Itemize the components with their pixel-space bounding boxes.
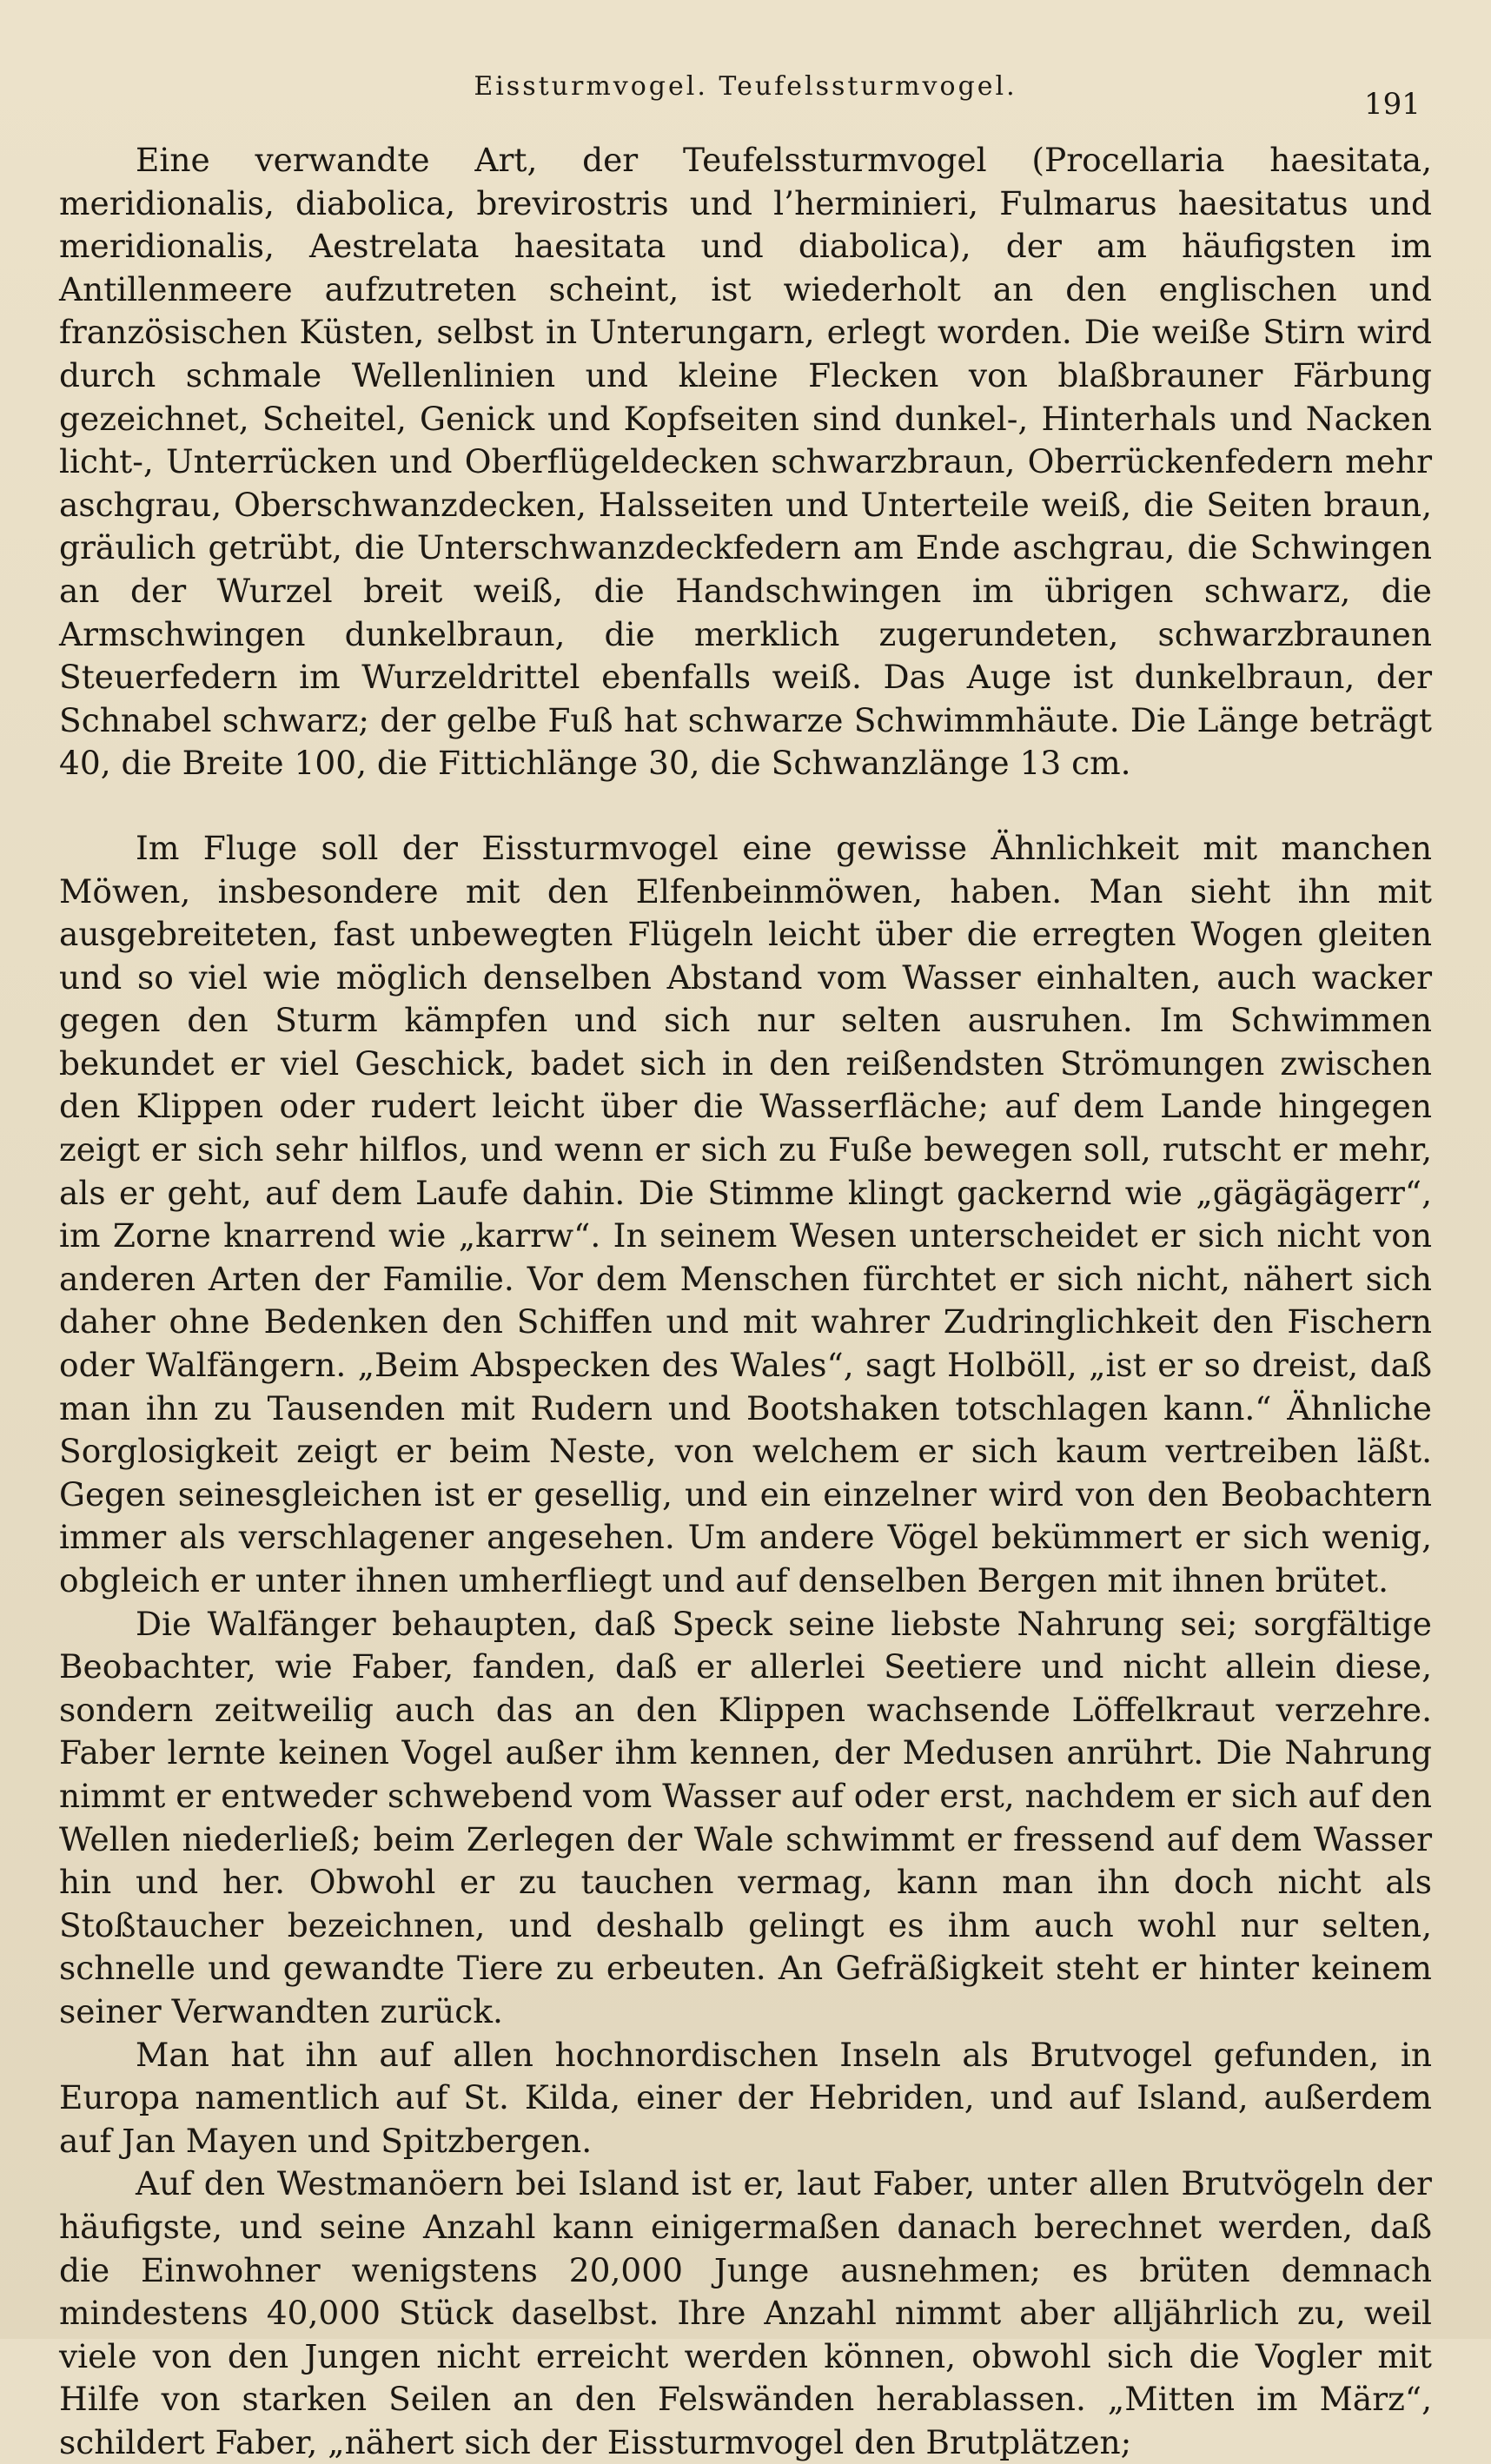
paragraph-distribution: Man hat ihn auf allen hochnordischen Inseln als Brutvogel gefunden, in Europa namentlich auf St. Kilda, einer der Hebriden, und auf Island, außerdem auf Jan Mayen und Spitzbergen. (59, 2035, 1432, 2160)
paragraph-flight-behaviour: Im Fluge soll der Eissturmvogel eine gewisse Ähnlichkeit mit manchen Möwen, insbesondere mit den Elfenbeinmöwen, haben. Man sieht ihn mit ausgebreiteten, fast unbewegten Flügeln leicht über die erregten Wogen gleiten und so viel wie möglich denselben Abstand vom Wasser einhalten, auch wacker gegen den Sturm kämpfen und sich nur selten ausruhen. Im Schwimmen bekundet er viel Geschick, badet sich in den reißendsten Strömungen zwischen den Klippen oder rudert leicht über die Wasserfläche; auf dem Lande hingegen zeigt er sich sehr hilflos, und wenn er sich zu Fuße bewegen soll, rutscht er mehr, als er geht, auf dem Laufe dahin. Die Stimme klingt gackernd wie „gägägägerr“, im Zorne knarrend wie „karrw“. In seinem Wesen unterscheidet er sich nicht von anderen Arten der Familie. Vor dem Menschen fürchtet er sich nicht, nähert sich daher ohne Bedenken den Schiffen und mit wahrer Zudringlichkeit den Fischern oder Walfängern. „Beim Abspecken des Wales“, sagt Holböll, „ist er so dreist, daß man ihn zu Tausenden mit Rudern und Bootshaken totschlagen kann.“ Ähnliche Sorglosigkeit zeigt er beim Neste, von welchem er sich kaum vertreiben läßt. Gegen seinesgleichen ist er gesellig, und ein einzelner wird von den Beobachtern immer als verschlagener angesehen. Um andere Vögel bekümmert er sich wenig, obgleich er unter ihnen umherfliegt und auf denselben Bergen mit ihnen brütet. (59, 828, 1432, 1600)
page-body (59, 139, 1432, 2464)
paragraph-diet: Die Walfänger behaupten, daß Speck seine liebste Nahrung sei; sorgfältige Beobachter, wie Faber, fanden, daß er allerlei Seetiere und nicht allein diese, sondern zeitweilig auch das an den Klippen wachsende Löffelkraut verzehre. Faber lernte keinen Vogel außer ihm kennen, der Medusen anrührt. Die Nahrung nimmt er entweder schwebend vom Wasser auf oder erst, nachdem er sich auf den Wellen niederließ; beim Zerlegen der Wale schwimmt er fressend auf dem Wasser hin und her. Obwohl er zu tauchen vermag, kann man ihn doch nicht als Stoßtaucher bezeichnen, und deshalb gelingt es ihm auch wohl nur selten, schnelle und gewandte Tiere zu erbeuten. An Gefräßigkeit steht er hinter keinem seiner Verwandten zurück. (59, 1604, 1432, 2030)
page-number: 191 (1364, 87, 1421, 122)
paragraph-teufelssturmvogel-description: Eine verwandte Art, der Teufelssturmvogel (Procellaria haesitata, meridionalis, diabolica, brevirostris und l’herminieri, Fulmarus haesitatus und meridionalis, Aestrelata haesitata und diabolica), der am häufigsten im Antillenmeere aufzutreten scheint, ist wiederholt an den englischen und französischen Küsten, selbst in Unterungarn, erlegt worden. Die weiße Stirn wird durch schmale Wellenlinien und kleine Flecken von blaßbrauner Färbung gezeichnet, Scheitel, Genick und Kopfseiten sind dunkel-, Hinterhals und Nacken licht-, Unterrücken und Oberflügeldecken schwarzbraun, Oberrückenfedern mehr aschgrau, Oberschwanzdecken, Halsseiten und Unterteile weiß, die Seiten braun, gräulich getrübt, die Unterschwanzdeckfedern am Ende aschgrau, die Schwingen an der Wurzel breit weiß, die Handschwingen im übrigen schwarz, die Armschwingen dunkelbraun, die merklich zugerundeten, schwarzbraunen Steuerfedern im Wurzeldrittel ebenfalls weiß. Das Auge ist dunkelbraun, der Schnabel schwarz; der gelbe Fuß hat schwarze Schwimmhäute. Die Länge beträgt 40, die Breite 100, die Fittichlänge 30, die Schwanzlänge 13 cm. (59, 141, 1432, 783)
running-title: Eissturmvogel. Teufelssturmvogel. (474, 71, 1017, 102)
paragraph-westmanoer-colony: Auf den Westmanöern bei Island ist er, laut Faber, unter allen Brutvögeln der häufigste, und seine Anzahl kann einigermaßen danach berechnet werden, daß die Einwohner wenigstens 20,000 Junge ausnehmen; es brüten demnach mindestens 40,000 Stück daselbst. Ihre Anzahl nimmt aber alljährlich zu, weil viele von den Jungen nicht erreicht werden können, obwohl sich die Vogler mit Hilfe von starken Seilen an den Felswänden herablassen. „Mitten im März“, schildert Faber, „nähert sich der Eissturmvogel den Brutplätzen; (59, 2164, 1432, 2461)
